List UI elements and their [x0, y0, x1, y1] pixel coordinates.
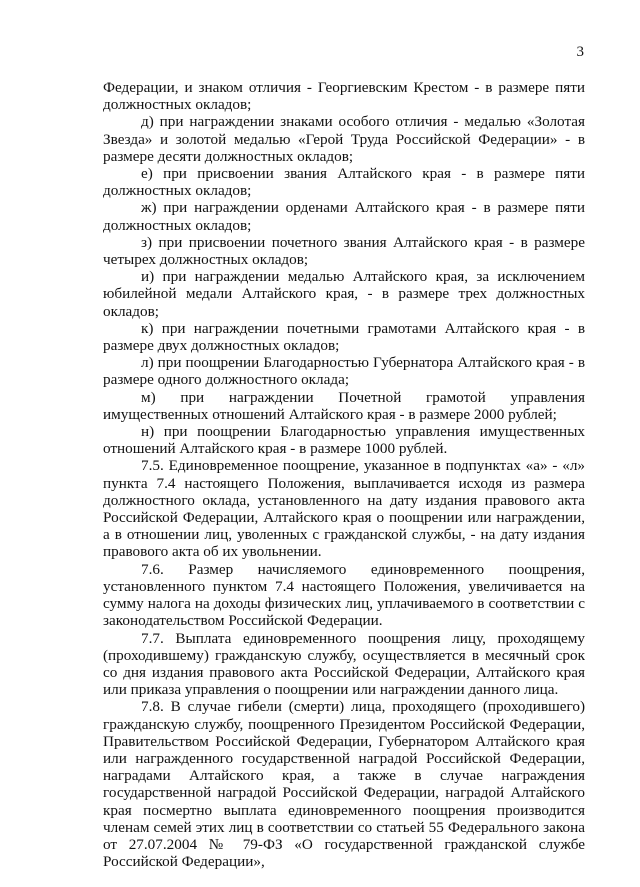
paragraph-continuation: Федерации, и знаком отличия - Георгиевским Крестом - в размере пяти должностных окладов; — [103, 79, 585, 114]
page-number: 3 — [576, 44, 584, 60]
document-body — [103, 79, 585, 870]
clause-7-8: 7.8. В случае гибели (смерти) лица, проходящего (проходившего) гражданскую службу, поощренного Президентом Российской Федерации, Правительством Российской Федерации, Губернатором Алтайского края или награжденного государственной наградой Российской Федерации, наградами Алтайского края, а также в случае награждения государственной наградой Российской Федерации, наградой Алтайского края посмертно выплата единовременного поощрения производится членам семей этих лиц в соответствии со статьей 55 Федерального закона от 27.07.2004 № 79-ФЗ «О государственной гражданской службе Российской Федерации», — [103, 698, 585, 871]
list-item-d: д) при награждении знаками особого отличия - медалью «Золотая Звезда» и золотой медалью «Герой Труда Российской Федерации» - в размере десяти должностных окладов; — [103, 113, 585, 165]
list-item-n: н) при поощрении Благодарностью управления имущественных отношений Алтайского края - в размере 1000 рублей. — [103, 423, 585, 458]
list-item-e: е) при присвоении звания Алтайского края - в размере пяти должностных окладов; — [103, 165, 585, 200]
list-item-l: л) при поощрении Благодарностью Губернатора Алтайского края - в размере одного должностного оклада; — [103, 354, 585, 389]
clause-7-6: 7.6. Размер начисляемого единовременного поощрения, установленного пунктом 7.4 настоящего Положения, увеличивается на сумму налога на доходы физических лиц, уплачиваемого в соответствии с законодательством Российской Федерации. — [103, 560, 585, 630]
list-item-z: з) при присвоении почетного звания Алтайского края - в размере четырех должностных окладов; — [103, 233, 585, 269]
list-item-zh: ж) при награждении орденами Алтайского края - в размере пяти должностных окладов; — [103, 199, 585, 234]
clause-7-5: 7.5. Единовременное поощрение, указанное в подпунктах «а» - «л» пункта 7.4 настоящего Положения, выплачивается исходя из размера должностного оклада, установленного на дату издания правового акта Российской Федерации, Алтайского края о поощрении или награждении, а в отношении лиц, уволенных с гражданской службы, - на дату издания правового акта об их увольнении. — [103, 457, 585, 561]
clause-7-7: 7.7. Выплата единовременного поощрения лицу, проходящему (проходившему) гражданскую службу, осуществляется в месячный срок со дня издания правового акта Российской Федерации, Алтайского края или приказа управления о поощрении или награждении данного лица. — [103, 629, 585, 699]
list-item-i: и) при награждении медалью Алтайского края, за исключением юбилейной медали Алтайского края, - в размере трех должностных окладов; — [103, 268, 585, 320]
list-item-m: м) при награждении Почетной грамотой управления имущественных отношений Алтайского края - в размере 2000 рублей; — [103, 388, 585, 423]
list-item-k: к) при награждении почетными грамотами Алтайского края - в размере двух должностных окладов; — [103, 319, 585, 355]
